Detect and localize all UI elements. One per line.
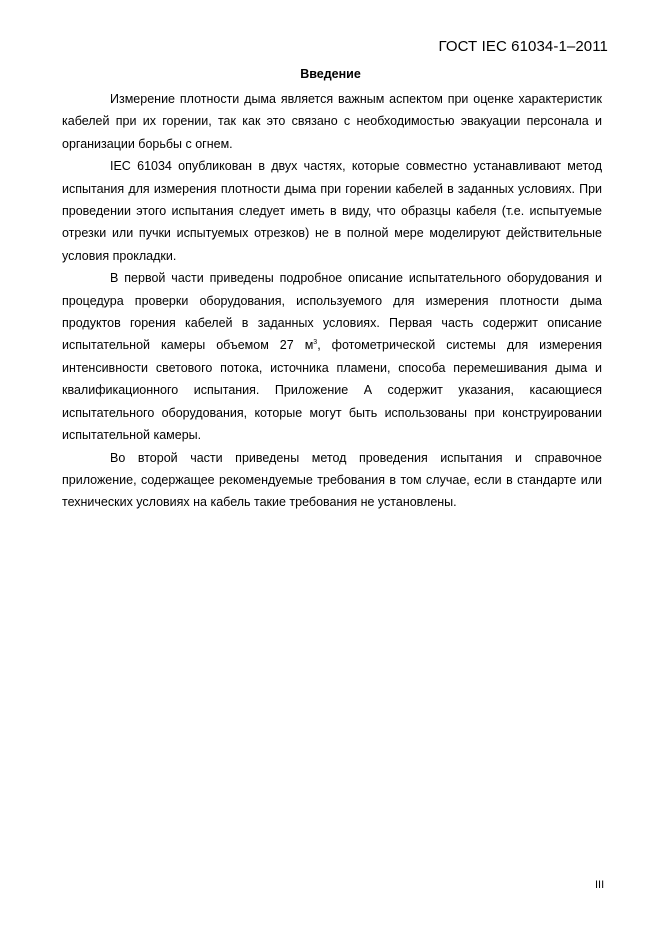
paragraph-1: Измерение плотности дыма является важным аспектом при оценке характеристик кабелей при их горении, так как это связано с необходимостью эвакуации персонала и организации борьбы с огнем. bbox=[62, 92, 602, 151]
paragraph-4: Во второй части приведены метод проведения испытания и справочное приложение, содержащее рекомендуемые требования в том случае, если в стандарте или технических условиях на кабель такие требования не установлены. bbox=[62, 450, 602, 510]
paragraph-3-text-before: В первой части приведены подробное описание испытательного оборудования и процедура проверки оборудования, используемого для измерения плотности дыма продуктов горения кабелей в заданных условиях. Первая часть содержит описание испытательной камеры объемом 27 м bbox=[62, 271, 602, 353]
paragraph-3-text-after: , фотометрической системы для измерения интенсивности светового потока, источника пламени, способа перемешивания дыма и квалификационного испытания. Приложение А содержит указания, касающиеся испытательного оборудования, которые могут быть использованы при конструировании испытательной камеры. bbox=[62, 338, 602, 443]
page-number: III bbox=[595, 879, 605, 891]
document-header: ГОСТ IEC 61034-1–2011 bbox=[438, 38, 608, 55]
body-text bbox=[62, 88, 602, 514]
superscript-cubic: 3 bbox=[313, 339, 318, 347]
section-title: Введение bbox=[300, 67, 361, 81]
paragraph-3 bbox=[62, 267, 602, 446]
paragraph-2: IEC 61034 опубликован в двух частях, которые совместно устанавливают метод испытания для измерения плотности дыма при горении кабелей в заданных условиях. При проведении этого испытания следует иметь в виду, что образцы кабеля (т.е. испытуемые отрезки или пучки испытуемых отрезков) не в полной мере моделируют действительные условия прокладки. bbox=[62, 159, 602, 263]
